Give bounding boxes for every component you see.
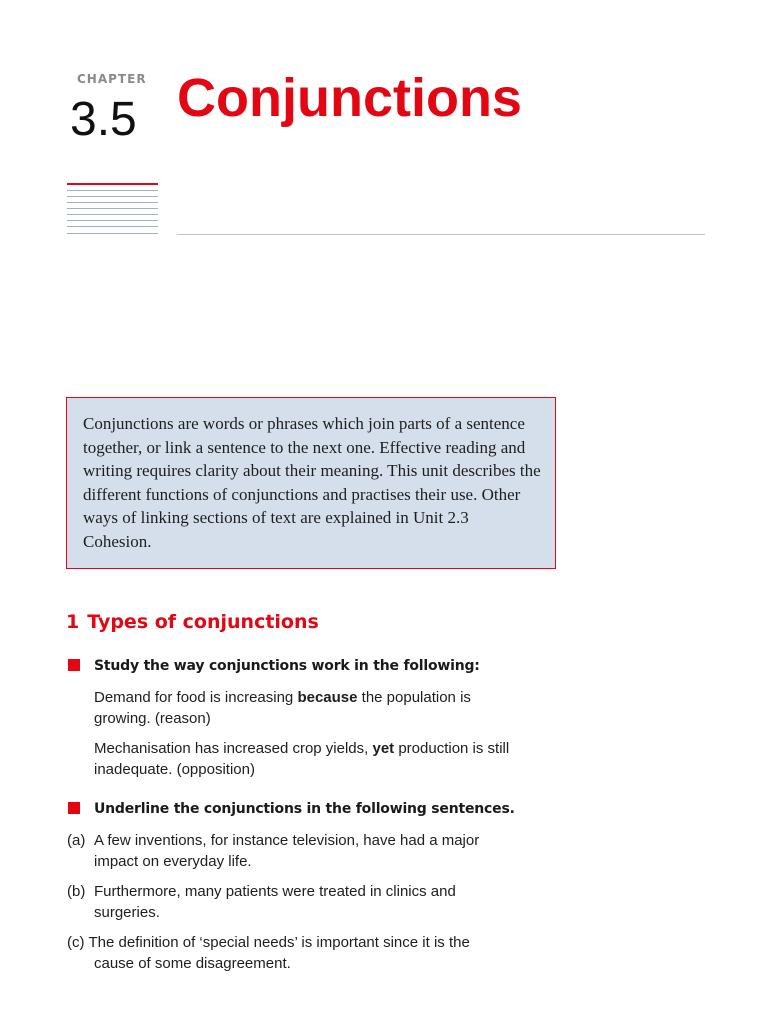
example-1-before: Demand for food is increasing [94,689,298,706]
exercise-c-label: (c) [67,934,85,951]
instruction-1 [68,658,480,674]
section-number: 1 [66,611,80,633]
example-1 [94,687,471,729]
instruction-2 [68,801,515,817]
exercise-a [67,830,537,872]
exercise-a-label: (a) [67,832,86,849]
example-1-after: the population is [357,689,471,706]
exercise-b-line1: Furthermore, many patients were treated in clinics and [94,883,456,900]
example-2-conjunction: yet [372,740,395,757]
exercise-a-line2: impact on everyday life. [94,853,252,870]
example-2 [94,738,509,780]
section-title: Types of conjunctions [87,611,319,633]
instruction-2-text: Underline the conjunctions in the following sentences. [94,801,515,817]
exercise-b-line2: surgeries. [94,904,160,921]
exercise-c-line2: cause of some disagreement. [94,955,291,972]
header-rule [177,234,705,235]
bullet-square-icon [68,802,80,814]
example-1-line2: growing. (reason) [94,710,211,727]
chapter-number: 3.5 [70,93,137,146]
exercise-c-line1: The definition of ‘special needs’ is important since it is the [88,934,470,951]
chapter-label: CHAPTER [77,72,147,86]
example-2-after: production is still [394,740,510,757]
instruction-1-text: Study the way conjunctions work in the following: [94,658,480,674]
exercise-a-line1: A few inventions, for instance television, have had a major [94,832,480,849]
bullet-square-icon [68,659,80,671]
example-1-conjunction: because [297,689,358,706]
exercise-c [67,932,537,974]
decorative-lines [67,183,158,235]
intro-box [66,397,556,569]
example-2-line2: inadequate. (opposition) [94,761,255,778]
intro-text: Conjunctions are words or phrases which join parts of a sentence together, or link a sentence to the next one. Effective reading and writing requires clarity about their meaning. This unit describes the different functions of conjunctions and practises their use. Other ways of linking sections of text are explained in Unit 2.3 Cohesion. [83,414,541,551]
example-2-before: Mechanisation has increased crop yields, [94,740,373,757]
exercise-b-label: (b) [67,883,86,900]
section-heading [66,611,327,633]
page-title: Conjunctions [177,68,522,128]
exercise-b [67,881,537,923]
